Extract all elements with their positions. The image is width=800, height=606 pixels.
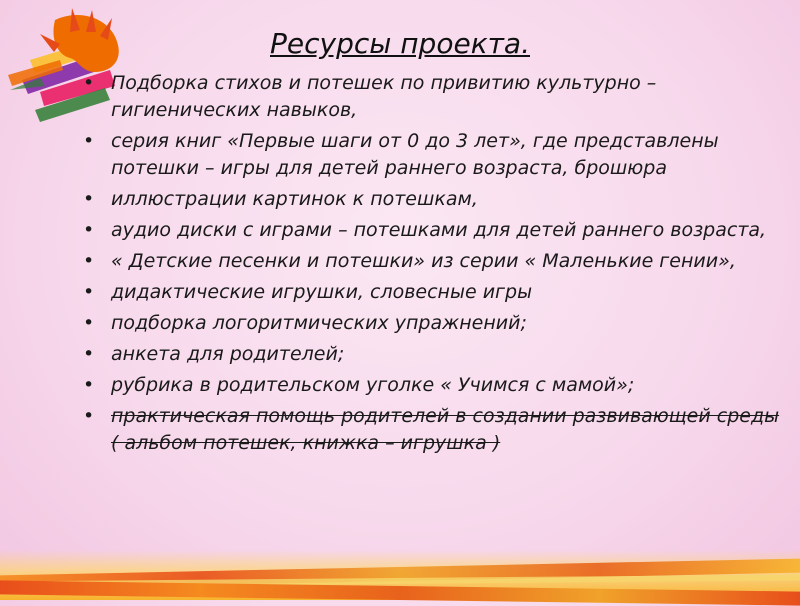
- list-item: • подборка логоритмических упражнений;: [83, 310, 783, 337]
- list-item: • Подборка стихов и потешек по привитию культурно – гигиенических навыков,: [83, 70, 783, 124]
- list-item: • « Детские песенки и потешки» из серии « Маленькие гении»,: [83, 248, 783, 275]
- list-item: • иллюстрации картинок к потешкам,: [83, 186, 783, 213]
- list-item: • рубрика в родительском уголке « Учимся с мамой»;: [83, 372, 783, 399]
- list-item: • анкета для родителей;: [83, 341, 783, 368]
- list-item: • практическая помощь родителей в создании развивающей среды ( альбом потешек, книжка – игрушка ): [83, 403, 783, 457]
- list-item: • аудио диски с играми – потешками для детей раннего возраста,: [83, 217, 783, 244]
- list-item: • дидактические игрушки, словесные игры: [83, 279, 783, 306]
- list-item: • серия книг «Первые шаги от 0 до 3 лет», где представлены потешки – игры для детей раннего возраста, брошюра: [83, 128, 783, 182]
- page-title: Ресурсы проекта.: [270, 27, 530, 60]
- resource-list: [83, 70, 783, 461]
